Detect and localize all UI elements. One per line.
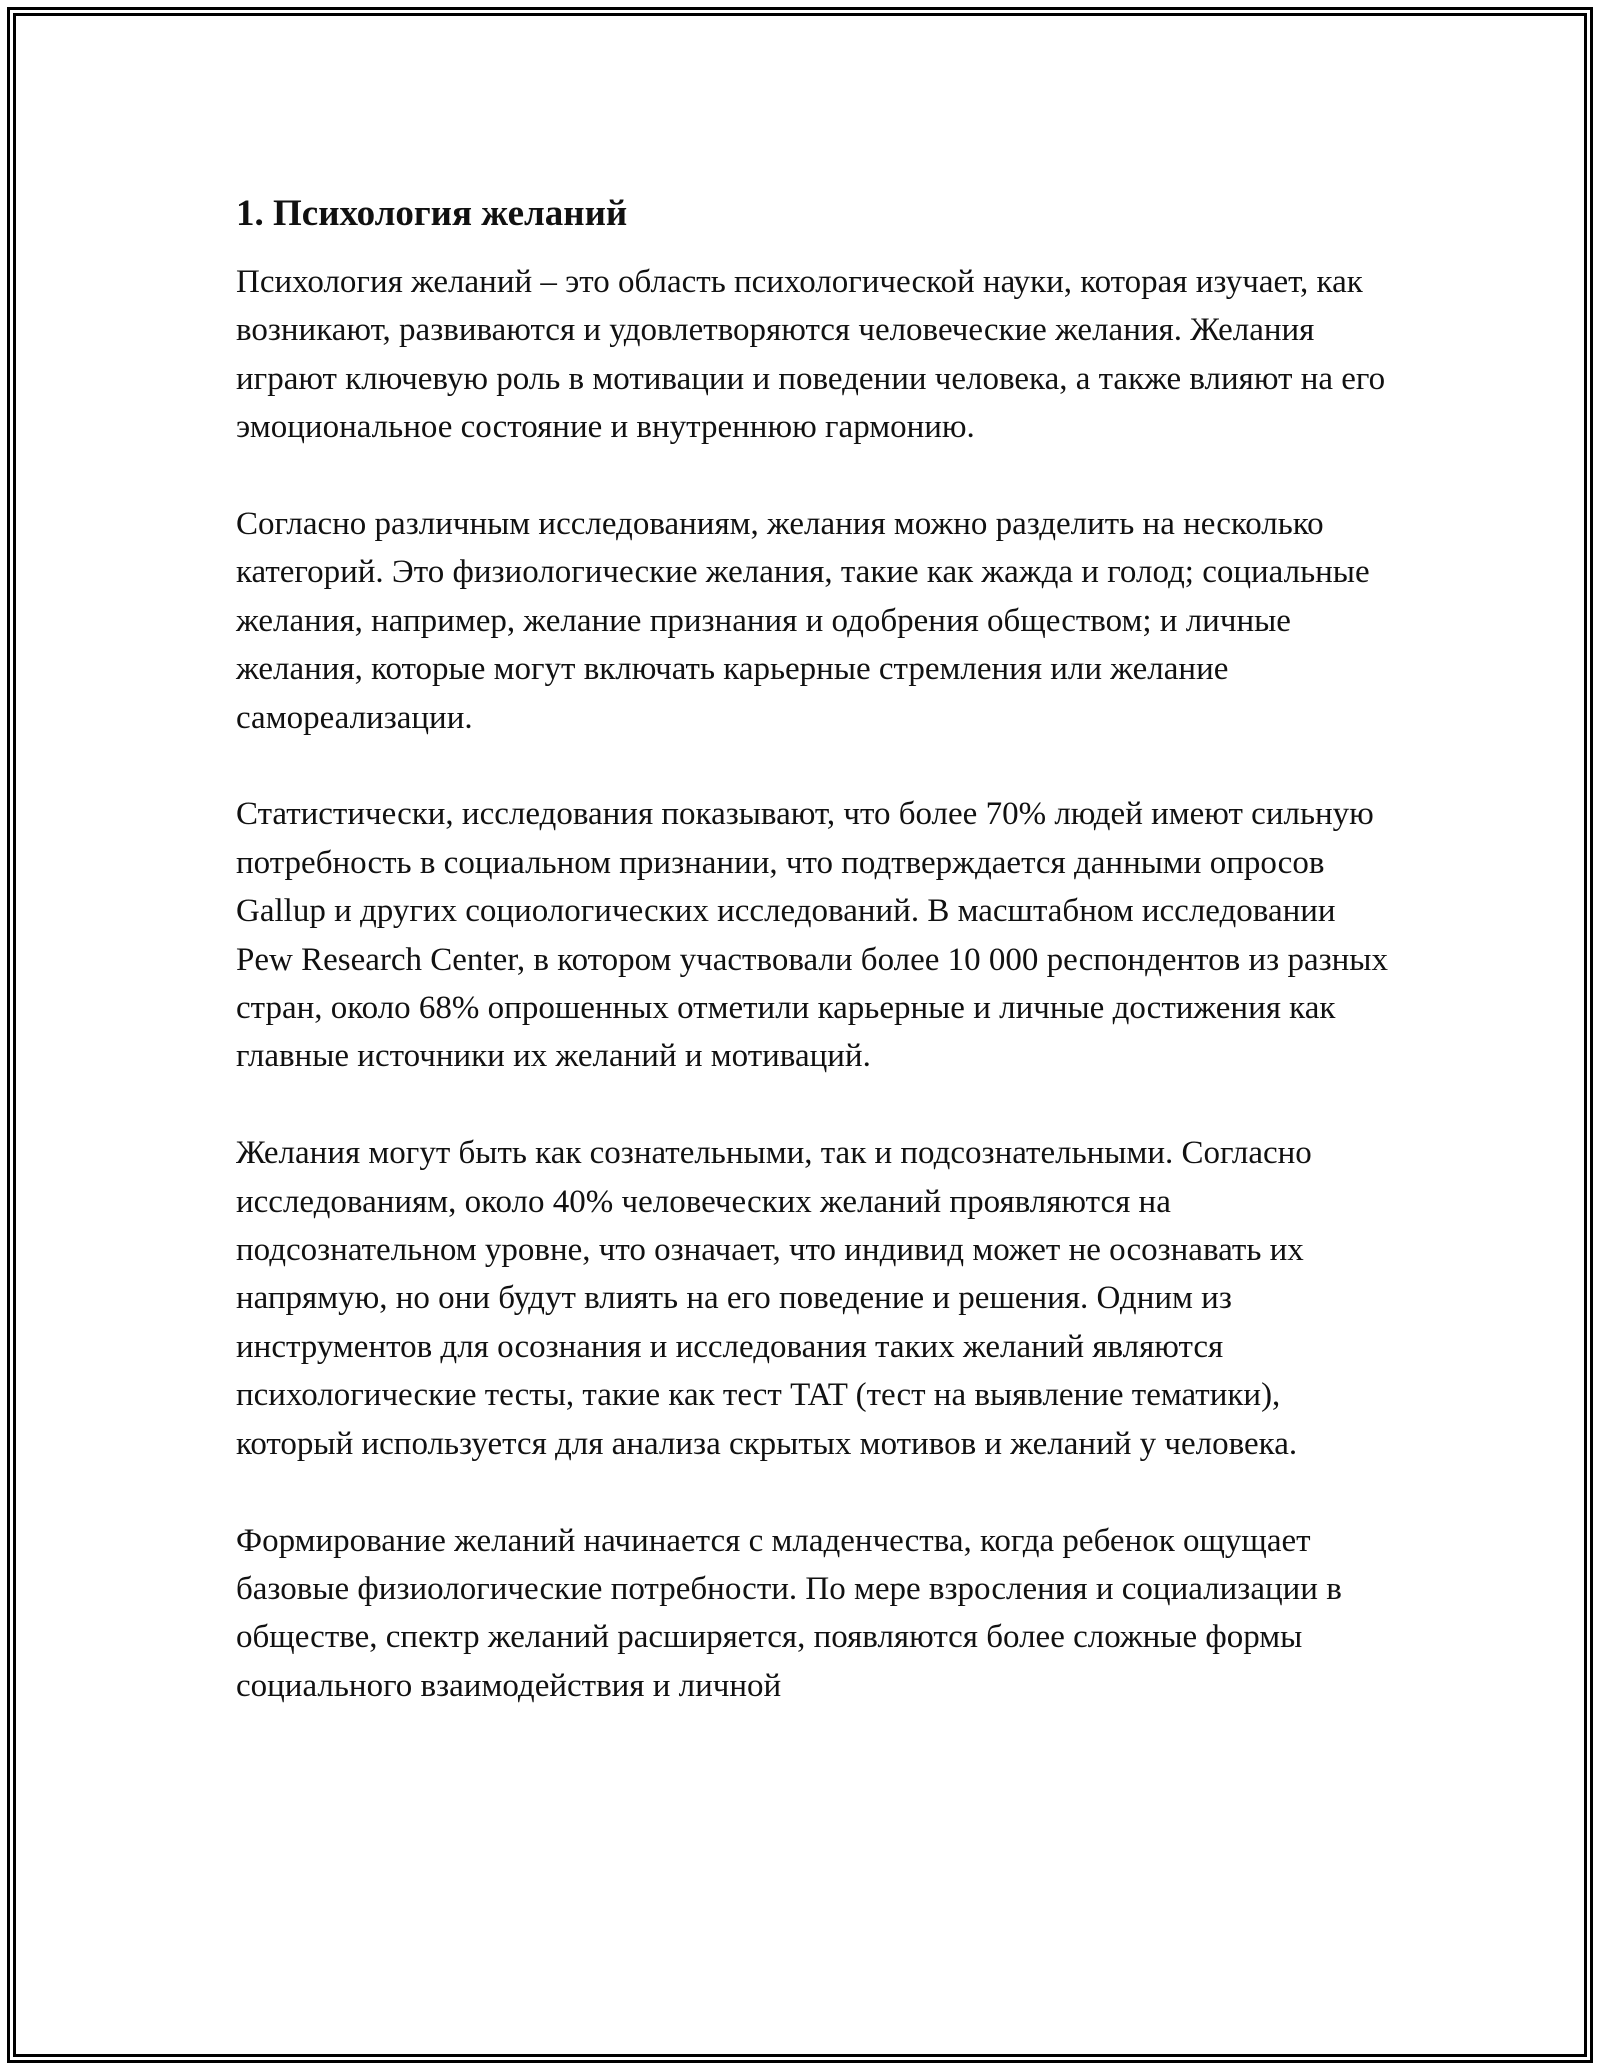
document-body (236, 188, 1396, 1710)
paragraph-statistics: Статистически, исследования показывают, что более 70% людей имеют сильную потребность в социальном признании, что подтверждается данными опросов Gallup и других социологических исследований. В масштабном исследовании Pew Research Center, в котором участвовали более 10 000 респондентов из разных стран, около 68% опрошенных отметили карьерные и личные достижения как главные источники их желаний и мотиваций. (236, 796, 1388, 1075)
section-heading: 1. Психология желаний (236, 193, 628, 234)
paragraph-formation: Формирование желаний начинается с младенчества, когда ребенок ощущает базовые физиологические потребности. По мере взросления и социализации в обществе, спектр желаний расширяется, появляются более сложные формы социального взаимодействия и личной (236, 1522, 1342, 1704)
paragraph-subconscious: Желания могут быть как сознательными, так и подсознательными. Согласно исследованиям, около 40% человеческих желаний проявляются на подсознательном уровне, что означает, что индивид может не осознавать их напрямую, но они будут влиять на его поведение и решения. Одним из инструментов для осознания и исследования таких желаний являются психологические тесты, такие как тест TAT (тест на выявление тематики), который используется для анализа скрытых мотивов и желаний у человека. (236, 1135, 1312, 1462)
paragraph-intro: Психология желаний – это область психологической науки, которая изучает, как возникают, развиваются и удовлетворяются человеческие желания. Желания играют ключевую роль в мотивации и поведении человека, а также влияют на его эмоциональное состояние и внутреннюю гармонию. (236, 264, 1386, 446)
paragraph-categories: Согласно различным исследованиям, желания можно разделить на несколько категорий. Это физиологические желания, такие как жажда и голод; социальные желания, например, желание признания и одобрения обществом; и личные желания, которые могут включать карьерные стремления или желание самореализации. (236, 506, 1370, 736)
